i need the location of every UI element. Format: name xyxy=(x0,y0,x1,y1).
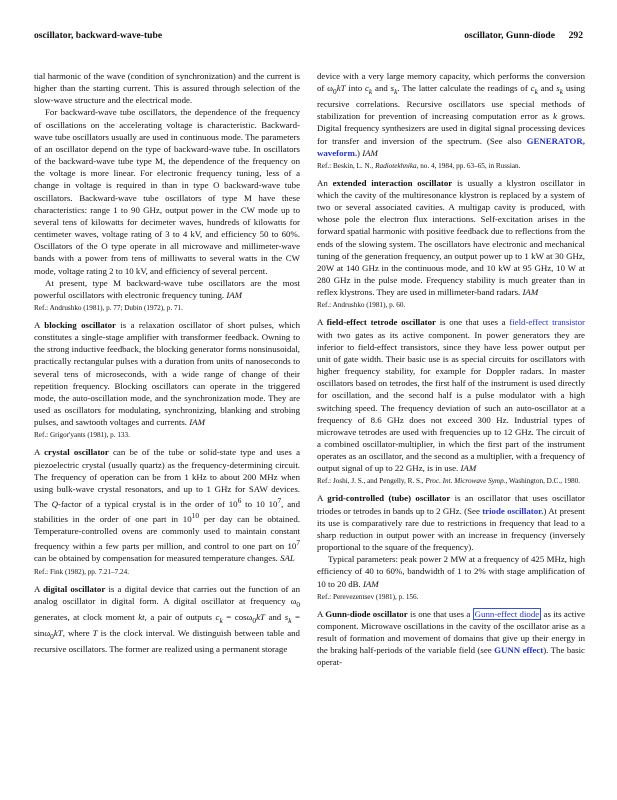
term-blocking-oscillator: blocking oscillator xyxy=(44,319,116,330)
paragraph-continuation: tial harmonic of the wave (condition of synchronization) and the current is higher than the starting current. This is assured through selection of the slow-wave structure and the electrical mode. xyxy=(34,71,300,106)
paragraph-typical-parameters: Typical parameters: peak power 2 MW at a frequency of 425 MHz, high efficiency of 40 to 60%, bandwidth of 1 to 2% with stage amplification of 10 to 20 dB. IAM xyxy=(317,554,585,589)
entry-blocking-oscillator: A blocking oscillator is a relaxation oscillator of short pulses, which constitutes a single-stage amplifier with transformer feedback. Owning to the strong inductive feedback, the blocking generator forms nonsinusoidal, practically rectangular pulses with a duration from units of nanoseconds to several tens of microseconds, with a wide range of change of their repetition frequency. Blocking oscillators can operate in the triggered mode, the auto-oscillation mode, and the synchronization mode. They are used as oscillators for modulating, synchronizing, blanking and strobing pulses, and sawtooth voltages and currents. IAM xyxy=(34,319,300,428)
author-initials: IAM xyxy=(522,287,539,298)
header-right-term: oscillator, Gunn-diode xyxy=(464,30,555,41)
term-grid-controlled-oscillator: grid-controlled (tube) oscillator xyxy=(327,493,451,504)
reference: Ref.: Andrushko (1981), p. 77; Dubin (1972), p. 71. xyxy=(34,303,183,312)
entry-extended-interaction-oscillator: An extended interaction oscillator is usually a klystron oscillator in which the cavity of the multiresonance klystron is replaced by a system of two or several associated cavities. A multigap cavity is produced, with whose pole the electron flux interactions. Self-excitation arises in the forward spatial harmonic with positive feedback due to reflections from the ends of the slowing system. The oscillators have electronic and mechanical tuning of the generation frequency, an output power up to 1 kW at 30 GHz, 20W at 140 GHz in the continuous mode, and 10 kW at 95 GHz, 10 W at 280 GHz in the pulse mode. Frequency stability is much greater than in reflex klystrons. They are used in millimeter-band radars. IAM xyxy=(317,177,585,298)
author-initials: IAM xyxy=(189,417,205,428)
reference: Ref.: Beskin, L. N., Radiotekhnika, no. 4, 1984, pp. 63–65, in Russian. xyxy=(317,161,521,170)
paragraph-digital-continuation: device with a very large memory capacity, which performs the conversion of $\omega_0kT$ into $c_k$ and $s_k$. The latter calculate the readings of $c_k$ and $s_k$ using recursive correlations. Recursive oscillators use special methods of stabilization for prevention of increasing computation error as k grows. Digital frequency synthesizers are used in digital signal processing devices for transfer and inversion of the spectrum. (See also GENERATOR, waveform.) IAM xyxy=(317,71,586,158)
entry-grid-controlled-oscillator: A grid-controlled (tube) oscillator is an oscillator that uses oscillator triodes or tetrodes in bands up to 2 GHz. (See triode oscillator.) At present its use is comparatively rare due to restrictions in frequency that lead to a sharp reduction in output power with an increase in frequency (inversely proportional to the square of the frequency). xyxy=(317,493,585,553)
paragraph-bwt-oscillators: For backward-wave tube oscillators, the dependence of the frequency of oscillations on the accelerating voltage is characteristic. Backward-wave tube oscillators usually are used in continuous mode. The parameters of an oscillator depend on the type of backward-wave tube. In oscillators of the backward-wave tube type M, the dependence of the frequency on the voltage is more linear. For electronic frequency tuning, less of a change in voltage is required in than in type O backward-wave tube oscillators. Backward-wave tube oscillators of type M have these characteristics: range 1 to 90 GHz, output power in the CW mode up to several tens of kilowatts for decimeter waves, hundreds of kilowatts for centimeter waves, voltage rating of 3 to 4 kV, and efficiency 50 to 60%. Oscillators of the O type operate in all microwave and millimeter-wave bands with a power from tens of milliwatts to several watts in the CW mode, voltage rating 2 to 10 kV, and efficiency of several percent. xyxy=(34,107,300,276)
link-triode-oscillator[interactable]: triode oscillator. xyxy=(482,505,544,516)
paragraph-type-m: At present, type M backward-wave tube oscillators are the most powerful oscillators with electronic frequency tuning. IAM xyxy=(34,277,300,300)
author-initials: SAL xyxy=(280,553,295,564)
right-column xyxy=(317,70,585,668)
term-gunn-diode-oscillator: Gunn-diode oscillator xyxy=(325,608,408,619)
reference: Ref.: Grigor'yants (1981), p. 133. xyxy=(34,431,130,440)
term-extended-interaction-oscillator: extended interaction oscillator xyxy=(332,177,453,188)
reference: Ref.: Joshi, J. S., and Pengelly, R. S., Proc. Int. Microwave Symp., Washington, D.C., 1980. xyxy=(317,477,581,486)
entry-gunn-diode-oscillator: A Gunn-diode oscillator is one that uses a Gunn-effect diode as its active component. Microwave oscillations in the cavity of the oscillator arise as a result of formation and movement of domains that give up their energy in the braking half-periods of the variable field (see GUNN effect). The basic operat- xyxy=(317,608,586,668)
entry-crystal-oscillator: A crystal oscillator can be of the tube or solid-state type and uses a piezoelectric crystal (usually quartz) as the frequency-determining circuit. The frequency of operation can be from 1 kHz to about 200 MHz when using bulk-wave crystal resonators, and up to 1 GHz for SAW devices. The Q-factor of a typical crystal is in the order of $10^6$ to 10 $10^7$, and stabilities in the order of one part in $10^{10}$ per day can be obtained. Temperature-controlled ovens are commonly used to maintain constant frequency within a few parts per million, and control to one part on $10^7$ can be obtained by compensation for measured temperature changes. SAL xyxy=(34,447,301,564)
entry-digital-oscillator: A digital oscillator is a digital device that carries out the function of an analog oscillator in digital form. A digital oscillator at frequency $\omega_0$ generates, at clock moment kt, a pair of outputs $c_k = \cos\omega_0kT$ and $s_k = \sin\omega_0kT$, where T is the clock interval. We distinguish between table and recursive oscillators. The former are realized using a permanent storage xyxy=(34,583,301,654)
link-field-effect-transistor[interactable]: field-effect transistor xyxy=(509,317,585,328)
link-gunn-effect-diode[interactable]: Gunn-effect diode xyxy=(474,608,540,619)
author-initials: IAM xyxy=(362,578,379,589)
link-gunn-effect[interactable]: GUNN effect xyxy=(494,645,544,656)
entry-field-effect-tetrode-oscillator: A field-effect tetrode oscillator is one that uses a field-effect transistor with two gates as its active component. In power generators they are inferior to field-effect transistors, since they have less power output per unit of gate width. Their basic use is as special circuits for oscillators with higher frequency stability, for example for Doppler radars. In master oscillators based on tetrodes, the first half of the instrument is used directly for oscillation, and the second half is a pulse modulator with a high switching speed. The frequency deviation of such an auto-oscillator at a frequency of 8.6 GHz does not exceed 300 Hz. Industrial types of microwave tetrodes are used with frequencies up to 12 GHz. The circuit of a combined oscillator-multiplier, in which the first part of the instrument operates as an oscillator, and the second as a multiplier, with a frequency of output signal of up to 22 GHz, is in use. IAM xyxy=(317,317,585,474)
reference: Ref.: Andrushko (1981), p. 60. xyxy=(317,301,406,310)
left-column xyxy=(34,70,300,655)
author-initials: IAM xyxy=(460,463,477,474)
author-initials: IAM xyxy=(226,289,243,300)
author-initials: IAM xyxy=(362,147,378,158)
term-digital-oscillator: digital oscillator xyxy=(43,583,106,594)
reference: Ref.: Perevezentsev (1981), p. 156. xyxy=(317,592,419,601)
running-header xyxy=(34,30,583,44)
reference: Ref.: Fink (1982), pp. 7.21–7.24. xyxy=(34,567,130,576)
cross-ref-link-generator-waveform[interactable]: GENERATOR, waveform. xyxy=(317,135,585,158)
header-left-term: oscillator, backward-wave-tube xyxy=(34,30,163,41)
page-number: 292 xyxy=(568,30,583,41)
term-crystal-oscillator: crystal oscillator xyxy=(44,447,109,458)
term-field-effect-tetrode-oscillator: field-effect tetrode oscillator xyxy=(326,317,436,328)
